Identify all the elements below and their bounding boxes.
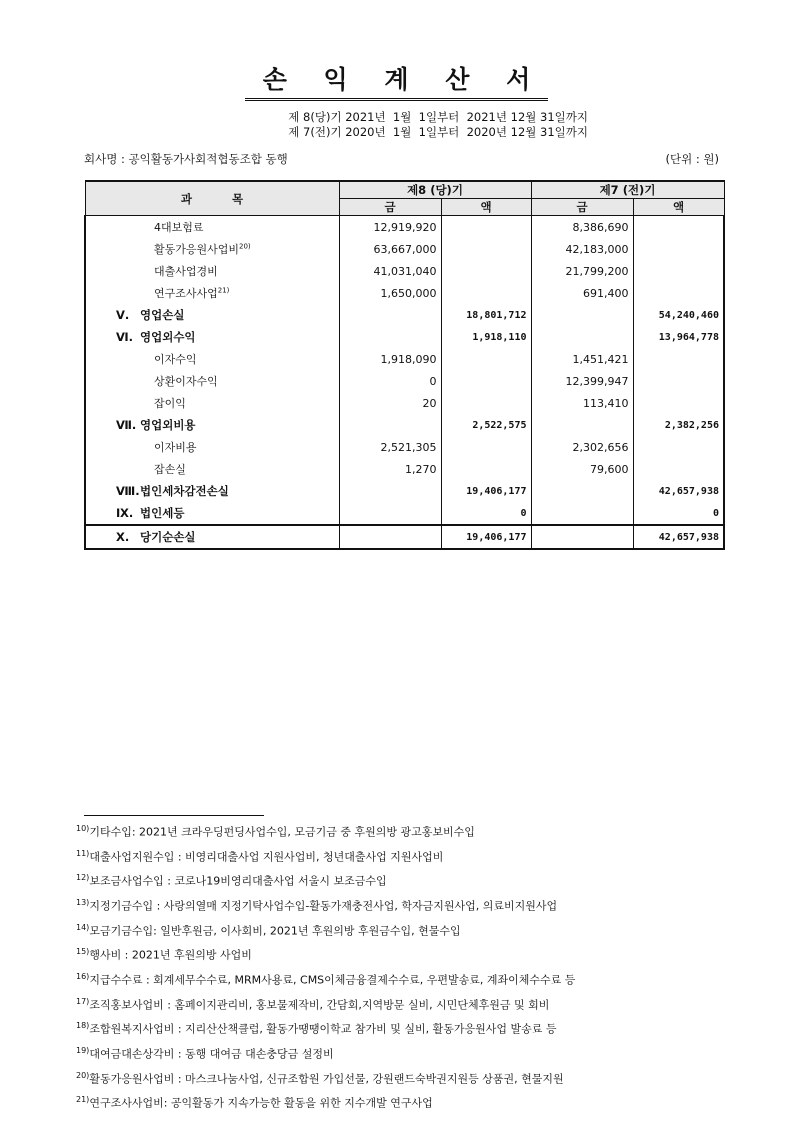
previous-total-amount: 54,240,460 xyxy=(633,304,724,326)
current-detail-amount: 1,270 xyxy=(339,458,441,480)
row-label: 연구조사사업 xyxy=(154,287,218,300)
row-subject xyxy=(85,414,339,436)
previous-detail-amount xyxy=(531,326,633,348)
footnote-number: 17) xyxy=(76,996,90,1006)
current-total-amount: 1,918,110 xyxy=(441,326,531,348)
footnote-item xyxy=(76,941,575,966)
previous-total-amount: 0 xyxy=(633,502,724,525)
footnote-number: 13) xyxy=(76,897,90,907)
table-row xyxy=(85,414,724,436)
current-detail-amount xyxy=(339,525,441,549)
row-subject xyxy=(85,260,339,282)
previous-detail-amount: 8,386,690 xyxy=(531,216,633,239)
row-label: 당기순손실 xyxy=(140,530,196,544)
footnote-text: 대여금대손상각비 : 동행 대여금 대손충당금 설정비 xyxy=(89,1047,334,1061)
row-subject xyxy=(85,326,339,348)
table-row xyxy=(85,304,724,326)
footnote-number: 14) xyxy=(76,922,90,932)
current-detail-amount: 41,031,040 xyxy=(339,260,441,282)
footnote-number: 20) xyxy=(76,1070,90,1080)
current-total-amount xyxy=(441,392,531,414)
table-row xyxy=(85,370,724,392)
previous-detail-amount: 79,600 xyxy=(531,458,633,480)
previous-detail-amount: 12,399,947 xyxy=(531,370,633,392)
income-statement-table xyxy=(84,180,725,550)
row-subject xyxy=(85,436,339,458)
footnote-item xyxy=(76,1065,575,1090)
current-total-amount: 19,406,177 xyxy=(441,525,531,549)
current-total-amount: 18,801,712 xyxy=(441,304,531,326)
current-detail-amount: 1,918,090 xyxy=(339,348,441,370)
header-amount-b: 액 xyxy=(633,199,724,216)
unit-label: (단위 : 원) xyxy=(665,152,719,166)
previous-total-amount: 42,657,938 xyxy=(633,480,724,502)
table-row xyxy=(85,238,724,260)
header-current-period: 제8 (당)기 xyxy=(339,181,531,199)
row-label: 4대보험료 xyxy=(154,221,204,234)
previous-detail-amount xyxy=(531,525,633,549)
current-detail-amount: 63,667,000 xyxy=(339,238,441,260)
footnote-ref: 20) xyxy=(239,242,251,251)
previous-total-amount xyxy=(633,436,724,458)
previous-detail-amount xyxy=(531,304,633,326)
footnote-number: 19) xyxy=(76,1045,90,1055)
previous-total-amount xyxy=(633,216,724,239)
row-subject xyxy=(85,282,339,304)
row-subject xyxy=(85,216,339,239)
footnote-text: 행사비 : 2021년 후원의방 사업비 xyxy=(89,948,252,962)
row-label: 잡이익 xyxy=(154,397,186,410)
footnote-text: 모금기금수입: 일반후원금, 이사회비, 2021년 후원의방 후원금수입, 현물수입 xyxy=(89,924,461,938)
previous-total-amount xyxy=(633,392,724,414)
previous-detail-amount: 2,302,656 xyxy=(531,436,633,458)
row-label: 이자비용 xyxy=(154,441,197,454)
header-amount-a: 금 xyxy=(339,199,441,216)
footnote-item xyxy=(76,1015,575,1040)
footnote-text: 활동가응원사업비 : 마스크나눔사업, 신규조합원 가입선물, 강원랜드숙박권지원등 상품권, 현물지원 xyxy=(89,1072,564,1086)
current-detail-amount xyxy=(339,304,441,326)
header-amount-a: 금 xyxy=(531,199,633,216)
footnote-number: 15) xyxy=(76,947,90,957)
header-amount-b: 액 xyxy=(441,199,531,216)
previous-total-amount xyxy=(633,458,724,480)
previous-detail-amount: 691,400 xyxy=(531,282,633,304)
previous-total-amount xyxy=(633,282,724,304)
previous-total-amount xyxy=(633,260,724,282)
previous-detail-amount: 1,451,421 xyxy=(531,348,633,370)
table-row xyxy=(85,260,724,282)
current-total-amount: 19,406,177 xyxy=(441,480,531,502)
current-total-amount xyxy=(441,436,531,458)
period-current: 제 8(당)기 2021년 1월 1일부터 2021년 12월 31일까지 xyxy=(288,110,588,124)
footnote-item xyxy=(76,892,575,917)
roman-numeral: Ⅵ. xyxy=(116,330,134,344)
footnote-number: 10) xyxy=(76,824,90,833)
header-subject: 과 목 xyxy=(85,181,339,216)
current-detail-amount xyxy=(339,502,441,525)
table-row xyxy=(85,392,724,414)
roman-numeral: Ⅷ. xyxy=(116,484,140,498)
footnote-number: 21) xyxy=(76,1095,90,1105)
current-detail-amount: 0 xyxy=(339,370,441,392)
footnote-item xyxy=(76,1089,575,1114)
table-row xyxy=(85,502,724,525)
row-label: 영업외비용 xyxy=(140,418,196,432)
table-row xyxy=(85,525,724,549)
previous-detail-amount xyxy=(531,414,633,436)
footnote-number: 18) xyxy=(76,1021,90,1031)
current-total-amount xyxy=(441,458,531,480)
company-name: 회사명 : 공익활동가사회적협동조합 동행 xyxy=(84,152,288,166)
roman-numeral: Ⅴ. xyxy=(116,308,130,322)
document-title: 손 익 계 산 서 xyxy=(245,60,549,101)
current-total-amount: 0 xyxy=(441,502,531,525)
period-previous: 제 7(전)기 2020년 1월 1일부터 2020년 12월 31일까지 xyxy=(288,125,588,139)
row-subject xyxy=(85,348,339,370)
current-total-amount xyxy=(441,238,531,260)
header-previous-period: 제7 (전)기 xyxy=(531,181,724,199)
row-label: 영업손실 xyxy=(140,308,185,322)
footnote-text: 보조금사업수입 : 코로나19비영리대출사업 서울시 보조금수입 xyxy=(89,874,387,888)
row-label: 영업외수익 xyxy=(140,330,196,344)
footnote-number: 11) xyxy=(76,848,90,858)
previous-total-amount: 2,382,256 xyxy=(633,414,724,436)
roman-numeral: Ⅹ. xyxy=(116,530,130,544)
table-row xyxy=(85,216,724,239)
row-label: 활동가응원사업비 xyxy=(154,243,240,256)
footnote-item xyxy=(76,818,575,843)
current-total-amount: 2,522,575 xyxy=(441,414,531,436)
footnote-text: 지정기금수입 : 사랑의열매 지정기탁사업수입-활동가재충전사업, 학자금지원사업, 의료비지원사업 xyxy=(89,899,558,913)
table-row xyxy=(85,326,724,348)
roman-numeral: Ⅶ. xyxy=(116,418,137,432)
footnote-text: 조직홍보사업비 : 홈페이지관리비, 홍보물제작비, 간담회,지역방문 실비, 시민단체후원금 및 회비 xyxy=(89,998,550,1012)
row-label: 이자수익 xyxy=(154,353,197,366)
footnote-number: 16) xyxy=(76,971,90,981)
current-total-amount xyxy=(441,282,531,304)
current-detail-amount: 20 xyxy=(339,392,441,414)
previous-total-amount xyxy=(633,348,724,370)
row-label: 잡손실 xyxy=(154,463,186,476)
row-label: 법인세등 xyxy=(140,506,185,520)
previous-total-amount xyxy=(633,238,724,260)
row-subject xyxy=(85,458,339,480)
footnote-ref: 21) xyxy=(217,286,230,295)
row-subject xyxy=(85,480,339,502)
footnote-item xyxy=(76,1040,575,1065)
current-detail-amount: 12,919,920 xyxy=(339,216,441,239)
previous-total-amount xyxy=(633,370,724,392)
footnotes xyxy=(76,818,575,1114)
footnote-item xyxy=(76,843,575,868)
footnote-text: 조합원복지사업비 : 지리산산책클럽, 활동가땡땡이학교 참가비 및 실비, 활동가응원사업 발송료 등 xyxy=(89,1022,557,1036)
row-label: 법인세차감전손실 xyxy=(140,484,229,498)
row-subject xyxy=(85,238,339,260)
table-row xyxy=(85,458,724,480)
current-total-amount xyxy=(441,370,531,392)
previous-detail-amount: 42,183,000 xyxy=(531,238,633,260)
row-subject xyxy=(85,392,339,414)
row-subject xyxy=(85,502,339,525)
footnote-text: 대출사업지원수입 : 비영리대출사업 지원사업비, 청년대출사업 지원사업비 xyxy=(89,850,444,864)
previous-total-amount: 13,964,778 xyxy=(633,326,724,348)
current-detail-amount: 2,521,305 xyxy=(339,436,441,458)
table-row xyxy=(85,282,724,304)
previous-detail-amount xyxy=(531,480,633,502)
table-row xyxy=(85,480,724,502)
current-detail-amount xyxy=(339,414,441,436)
current-total-amount xyxy=(441,216,531,239)
current-total-amount xyxy=(441,260,531,282)
previous-total-amount: 42,657,938 xyxy=(633,525,724,549)
current-detail-amount xyxy=(339,326,441,348)
footnote-number: 12) xyxy=(76,873,90,883)
row-label: 대출사업경비 xyxy=(154,265,218,278)
current-detail-amount xyxy=(339,480,441,502)
previous-detail-amount xyxy=(531,502,633,525)
footnote-item xyxy=(76,867,575,892)
roman-numeral: Ⅸ. xyxy=(116,506,134,520)
previous-detail-amount: 21,799,200 xyxy=(531,260,633,282)
table-row xyxy=(85,436,724,458)
footnote-item xyxy=(76,991,575,1016)
current-detail-amount: 1,650,000 xyxy=(339,282,441,304)
row-label: 상환이자수익 xyxy=(154,375,218,388)
footnote-divider xyxy=(84,815,264,816)
row-subject xyxy=(85,525,339,549)
current-total-amount xyxy=(441,348,531,370)
previous-detail-amount: 113,410 xyxy=(531,392,633,414)
footnote-item xyxy=(76,917,575,942)
table-row xyxy=(85,348,724,370)
row-subject xyxy=(85,370,339,392)
footnote-text: 지급수수료 : 회계세무수수료, MRM사용료, CMS이체금융결제수수료, 우편발송료, 계좌이체수수료 등 xyxy=(89,973,576,987)
footnote-text: 기타수입: 2021년 크라우딩펀딩사업수입, 모금기금 중 후원의방 광고홍보비수입 xyxy=(89,825,475,839)
footnote-item xyxy=(76,966,575,991)
row-subject xyxy=(85,304,339,326)
footnote-text: 연구조사사업비: 공익활동가 지속가능한 활동을 위한 지수개발 연구사업 xyxy=(89,1096,433,1110)
